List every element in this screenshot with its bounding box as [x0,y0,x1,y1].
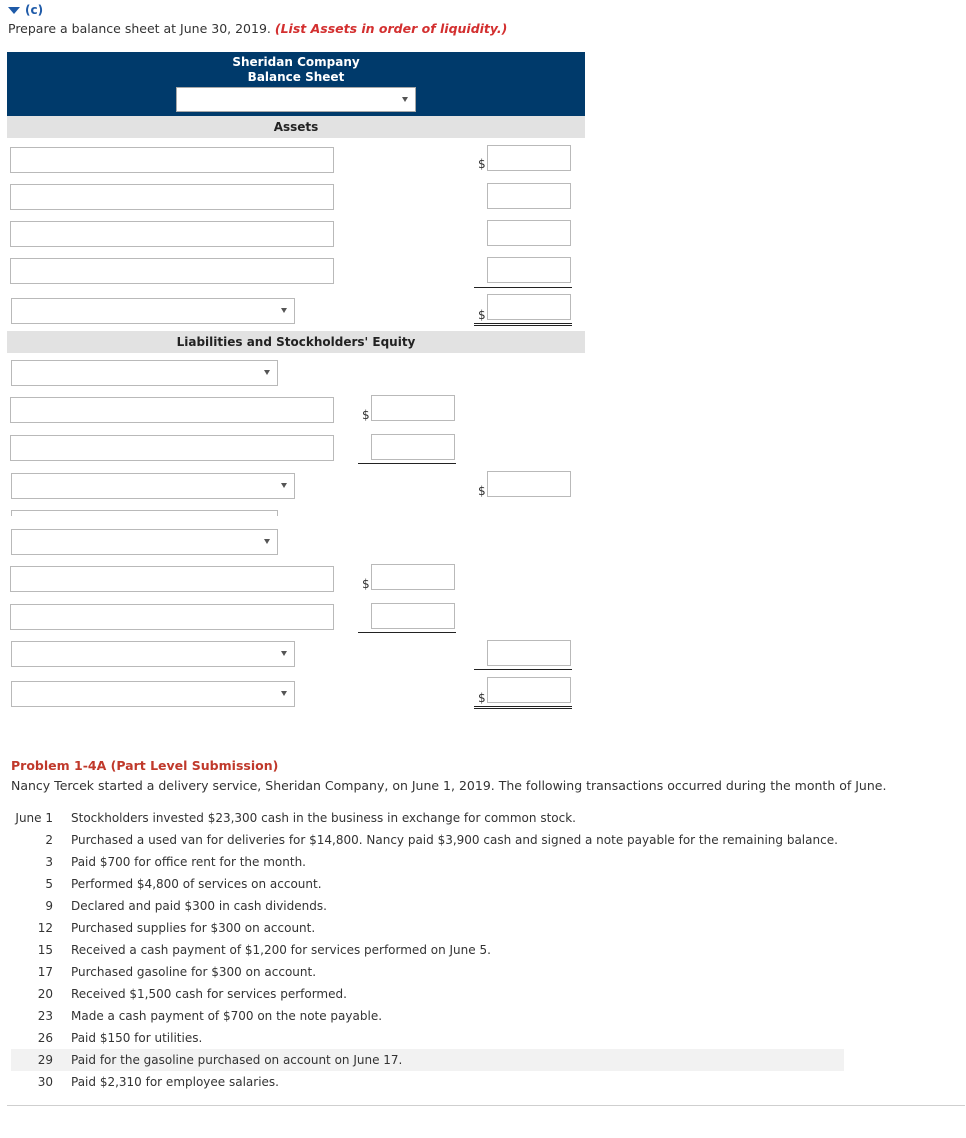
transaction-row [11,939,844,961]
total-equity-amount-input[interactable] [487,640,571,666]
transaction-row [11,1005,844,1027]
subtotal-rule [358,632,456,633]
transaction-date: 17 [37,965,53,979]
chevron-down-icon [402,97,408,102]
transaction-text: Paid $2,310 for employee salaries. [71,1075,279,1089]
total-double-rule [474,706,572,709]
total-double-rule [474,323,572,326]
transaction-text: Performed $4,800 of services on account. [71,877,322,891]
transaction-date: 26 [37,1031,53,1045]
currency-symbol: $ [478,308,486,322]
transaction-row [11,873,844,895]
transaction-row [11,851,844,873]
currency-symbol: $ [478,691,486,705]
liability-account-input-2[interactable] [10,435,334,461]
liabilities-section-select[interactable] [11,360,278,386]
equity-section-select[interactable] [11,529,278,555]
transaction-row [11,807,844,829]
asset-amount-input-4[interactable] [487,257,571,283]
transaction-date: 23 [37,1009,53,1023]
equity-account-input-1[interactable] [10,566,334,592]
assets-heading: Assets [7,116,585,138]
transaction-text: Paid $150 for utilities. [71,1031,203,1045]
transaction-text: Made a cash payment of $700 on the note payable. [71,1009,383,1023]
asset-amount-input-1[interactable] [487,145,571,171]
transaction-row [11,1071,844,1093]
transaction-text: Received a cash payment of $1,200 for services performed on June 5. [71,943,491,957]
asset-amount-input-2[interactable] [487,183,571,209]
total-liabilities-amount-input[interactable] [487,471,571,497]
transaction-row [11,961,844,983]
chevron-down-icon [281,651,287,656]
section-label: (c) [25,3,44,17]
transaction-text: Purchased supplies for $300 on account. [71,921,316,935]
transaction-text: Purchased a used van for deliveries for $14,800. Nancy paid $3,900 cash and signed a note payable for the remaining balance. [71,833,838,847]
total-liabilities-select[interactable] [11,473,295,499]
transaction-date: 5 [45,877,53,891]
subtotal-rule [474,287,572,288]
transaction-row [11,1027,844,1049]
transaction-text: Paid for the gasoline purchased on account on June 17. [71,1053,403,1067]
liability-amount-input-1[interactable] [371,395,455,421]
subtotal-rule [358,463,456,464]
hidden-input-edge [11,510,278,516]
transaction-date: 3 [45,855,53,869]
asset-account-input-1[interactable] [10,147,334,173]
problem-title: Problem 1-4A (Part Level Submission) [11,758,279,773]
currency-symbol: $ [362,577,370,591]
equity-amount-input-2[interactable] [371,603,455,629]
transaction-date: 15 [37,943,53,957]
asset-account-input-4[interactable] [10,258,334,284]
transaction-date: June 1 [15,811,53,825]
transaction-text: Declared and paid $300 in cash dividends. [71,899,327,913]
statement-title: Balance Sheet [247,70,345,84]
transaction-row [11,1049,844,1071]
transaction-text: Purchased gasoline for $300 on account. [71,965,317,979]
asset-amount-input-3[interactable] [487,220,571,246]
currency-symbol: $ [362,408,370,422]
transaction-date: 20 [37,987,53,1001]
equity-amount-input-1[interactable] [371,564,455,590]
chevron-down-icon [281,308,287,313]
section-c-toggle[interactable] [8,3,43,17]
total-assets-amount-input[interactable] [487,294,571,320]
chevron-down-icon [281,483,287,488]
bottom-divider [7,1105,965,1106]
chevron-down-icon [264,539,270,544]
total-liabilities-equity-amount-input[interactable] [487,677,571,703]
transaction-date: 9 [45,899,53,913]
problem-description: Nancy Tercek started a delivery service, Sheridan Company, on June 1, 2019. The following transactions occurred during the month of June. [11,778,887,793]
transaction-text: Stockholders invested $23,300 cash in the business in exchange for common stock. [71,811,576,825]
subtotal-rule [474,669,572,670]
total-assets-select[interactable] [11,298,295,324]
transaction-date: 12 [37,921,53,935]
total-equity-select[interactable] [11,641,295,667]
transaction-text: Received $1,500 cash for services performed. [71,987,347,1001]
date-select[interactable] [176,87,416,112]
transaction-text: Paid $700 for office rent for the month. [71,855,306,869]
company-name: Sheridan Company [232,55,360,69]
instruction-note: (List Assets in order of liquidity.) [274,21,508,36]
asset-account-input-3[interactable] [10,221,334,247]
currency-symbol: $ [478,157,486,171]
asset-account-input-2[interactable] [10,184,334,210]
liabilities-equity-heading: Liabilities and Stockholders' Equity [7,331,585,353]
transaction-date: 2 [45,833,53,847]
chevron-down-icon [264,370,270,375]
liability-amount-input-2[interactable] [371,434,455,460]
transaction-date: 29 [37,1053,53,1067]
total-liabilities-equity-select[interactable] [11,681,295,707]
currency-symbol: $ [478,484,486,498]
collapse-triangle-icon [8,7,20,14]
transaction-row [11,983,844,1005]
liability-account-input-1[interactable] [10,397,334,423]
transaction-row [11,829,844,851]
transaction-row [11,917,844,939]
chevron-down-icon [281,691,287,696]
transaction-row [11,895,844,917]
instruction-text: Prepare a balance sheet at June 30, 2019. (List Assets in order of liquidity.) [8,21,508,36]
equity-account-input-2[interactable] [10,604,334,630]
transaction-date: 30 [37,1075,53,1089]
